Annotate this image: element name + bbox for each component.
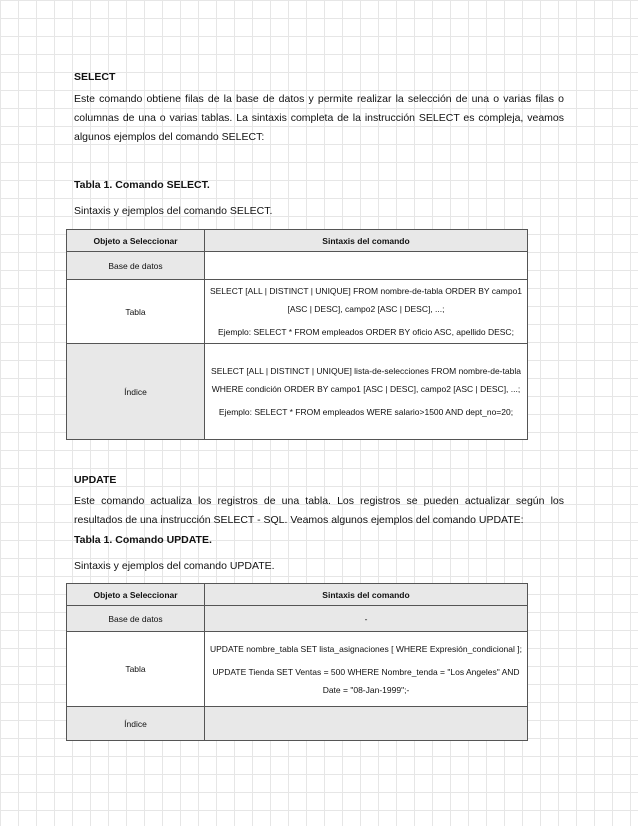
table-row — [67, 606, 528, 632]
select-paragraph: Este comando obtiene filas de la base de datos y permite realizar la selección de una o varias filas o columnas de una o varias tablas. La sintaxis completa de la instrucción SELECT es compleja, veamos algunos ejemplos del comando SELECT: — [74, 93, 564, 143]
header-syntax: Sintaxis del comando — [205, 584, 528, 606]
row-syntax-cell — [205, 344, 528, 440]
row-example: UPDATE Tienda SET Ventas = 500 WHERE Nombre_tenda = "Los Angeles" AND Date = "08-Jan-1999";- — [212, 666, 520, 695]
row-example: Ejemplo: SELECT * FROM empleados ORDER BY oficio ASC, apellido DESC; — [218, 327, 514, 337]
row-syntax: SELECT [ALL | DISTINCT | UNIQUE] lista-de-selecciones FROM nombre-de-tabla WHERE condición ORDER BY campo1 [ASC | DESC], campo2 [ASC | DESC], ...; — [211, 366, 521, 394]
row-object: Tabla — [67, 280, 205, 344]
row-object: Tabla — [67, 632, 205, 707]
update-table-title: Tabla 1. Comando UPDATE. — [74, 534, 212, 546]
select-table — [66, 229, 528, 440]
header-syntax: Sintaxis del comando — [205, 230, 528, 252]
row-object: Índice — [67, 344, 205, 440]
row-syntax: - — [205, 606, 528, 632]
update-paragraph: Este comando actualiza los registros de una tabla. Los registros se pueden actualizar según los resultados de una instrucción SELECT - SQL. Veamos algunos ejemplos del comando UPDATE: — [74, 495, 564, 526]
row-syntax — [205, 707, 528, 741]
update-heading: UPDATE — [74, 474, 117, 486]
row-object: Base de datos — [67, 606, 205, 632]
select-table-caption: Sintaxis y ejemplos del comando SELECT. — [74, 205, 273, 217]
select-table-title: Tabla 1. Comando SELECT. — [74, 179, 210, 191]
row-syntax-cell — [205, 632, 528, 707]
header-object: Objeto a Seleccionar — [67, 584, 205, 606]
row-syntax: SELECT [ALL | DISTINCT | UNIQUE] FROM nombre-de-tabla ORDER BY campo1 [ASC | DESC], campo2 [ASC | DESC], ...; — [209, 286, 523, 314]
table-header-row — [67, 584, 528, 606]
table-row — [67, 280, 528, 344]
row-syntax — [205, 252, 528, 280]
row-object: Base de datos — [67, 252, 205, 280]
row-object: Índice — [67, 707, 205, 741]
table-row — [67, 632, 528, 707]
update-table — [66, 583, 528, 741]
row-syntax: UPDATE nombre_tabla SET lista_asignaciones [ WHERE Expresión_condicional ]; — [210, 643, 522, 654]
header-object: Objeto a Seleccionar — [67, 230, 205, 252]
table-row — [67, 707, 528, 741]
select-heading: SELECT — [74, 71, 116, 83]
row-syntax-cell — [205, 280, 528, 344]
table-row — [67, 252, 528, 280]
table-row — [67, 344, 528, 440]
row-example: Ejemplo: SELECT * FROM empleados WERE salario>1500 AND dept_no=20; — [218, 407, 514, 417]
table-header-row — [67, 230, 528, 252]
update-table-caption: Sintaxis y ejemplos del comando UPDATE. — [74, 560, 275, 572]
